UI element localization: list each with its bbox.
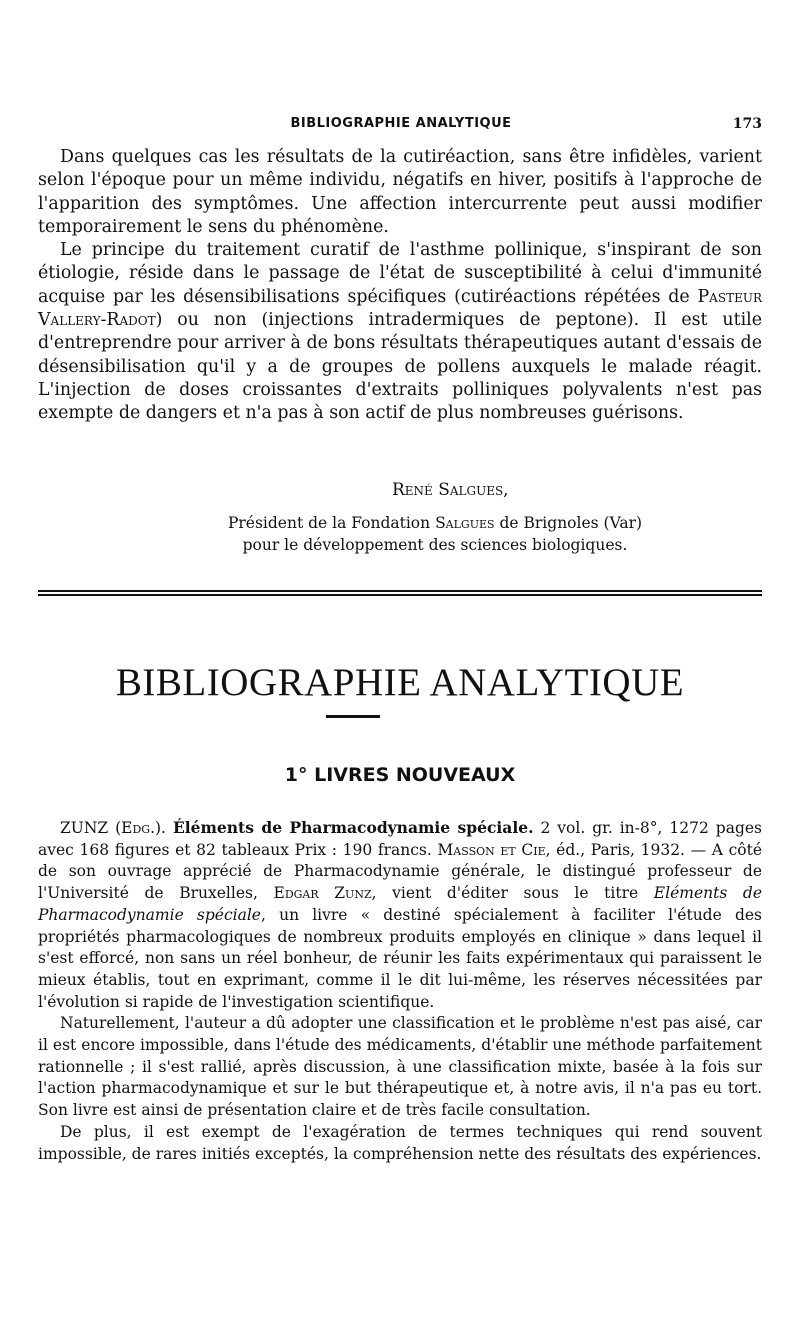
book-title-italic: Eléments de Pharmacodynamie spéciale (38, 884, 762, 924)
book-review (38, 817, 762, 1165)
cited-author: Pasteur Vallery-Radot (38, 286, 762, 331)
subsection-title: 1° LIVRES NOUVEAUX (284, 764, 516, 786)
affiliation-line (200, 512, 670, 534)
paragraph-text: , un livre « destiné spécialement à faciliter l'étude des propriétés pharmacologiques de nombreux produits employés en clinique » dans lequel il s'est efforcé, non sans un réel bonheur, de réunir les faits expérimentaux qui paraissent le mieux établis, tout en exprimant, comme il le dit lui-même, les réserves nécessitées par l'évolution si rapide de l'investigation scientifique. (38, 905, 762, 1011)
running-head (40, 116, 762, 136)
section-divider (38, 590, 762, 596)
page-number: 173 (732, 116, 762, 132)
section-title: BIBLIOGRAPHIE ANALYTIQUE (115, 661, 685, 704)
author-full-name: Edgar Zunz (273, 884, 372, 903)
publisher: Masson et Cie (437, 840, 546, 859)
paragraph-text: , vient d'éditer sous le titre (371, 884, 654, 903)
affiliation-text: de Brignoles (Var) (494, 514, 643, 532)
article-conclusion (38, 146, 762, 426)
paragraph (38, 817, 762, 1013)
affiliation-line: pour le développement des sciences biologiques. (242, 536, 628, 554)
affiliation-text: Président de la Fondation (227, 514, 436, 532)
paragraph: De plus, il est exempt de l'exagération de termes techniques qui rend souvent impossible, de rares initiés exceptés, la compréhension nette des résultats des expériences. (38, 1122, 762, 1163)
paragraph-text: ) ou non (injections intradermiques de peptone). Il est utile d'entreprendre pour arriver à de bons résultats thérapeutiques autant d'essais de désensibilisation qu'il y a de groupes de pollens auxquels le malade réagit. L'injection de doses croissantes d'extraits polliniques polyvalents n'est pas exempte de dangers et n'a pas à son actif de plus nombreuses guérisons. (38, 310, 762, 424)
paragraph: Naturellement, l'auteur a dû adopter une classification et le problème n'est pas aisé, car il est encore impossible, dans l'étude des médicaments, d'établir une méthode parfaitement rationnelle ; il s'est rallié, après discussion, à une classification mixte, basée à la fois sur l'action pharmacodynamique et sur le but thérapeutique et, à notre avis, il n'a pas eu tort. Son livre est ainsi de présentation claire et de très facile consultation. (38, 1014, 762, 1120)
paragraph: Dans quelques cas les résultats de la cutiréaction, sans être infidèles, varient selon l'époque pour un même individu, négatifs en hiver, positifs à l'approche de l'apparition des symptômes. Une affection intercurrente peut aussi modifier temporairement le sens du phénomène. (38, 147, 762, 237)
title-rule (326, 715, 380, 718)
paragraph (38, 239, 762, 425)
paragraph-text: , éd., Paris, 1932. — A côté de son ouvrage apprécié de Pharmacodynamie générale, le distingué professeur de l'Université de Bruxelles, (38, 840, 762, 903)
review-author: ZUNZ (Edg.). (60, 819, 166, 837)
book-details: 2 vol. gr. in-8°, 1272 pages avec 168 figures et 82 tableaux Prix : 190 francs. (38, 819, 762, 859)
book-title: Éléments de Pharmacodynamie spéciale. (172, 818, 534, 837)
signature: René Salgues, (392, 480, 509, 500)
paragraph-text: Le principe du traitement curatif de l'asthme pollinique, s'inspirant de son étiologie, réside dans le passage de l'état de susceptibilité à celui d'immunité acquise par les désensibilisations spécifiques (cutiréactions répétées de (38, 240, 762, 307)
affiliation-name: Salgues (435, 514, 495, 532)
running-title: BIBLIOGRAPHIE ANALYTIQUE (290, 116, 512, 131)
